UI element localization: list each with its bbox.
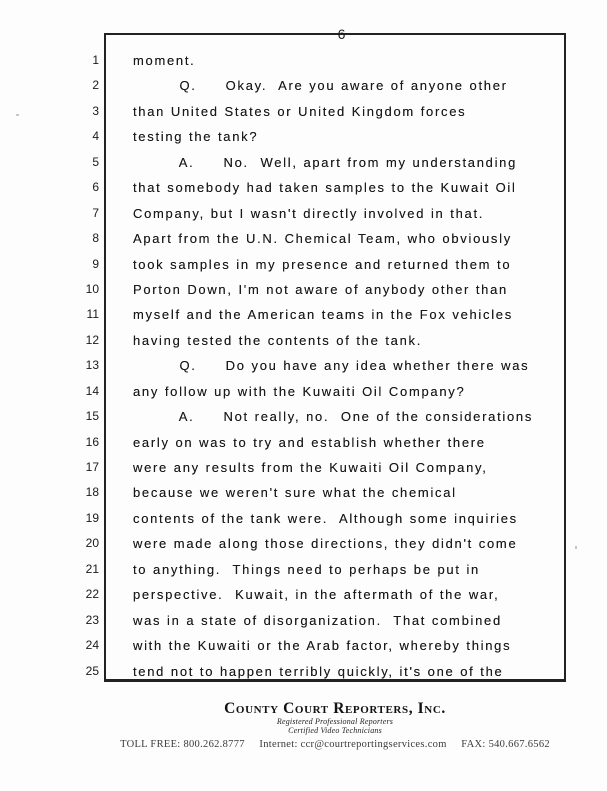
line-number: 21 bbox=[85, 561, 99, 576]
transcript-line bbox=[60, 99, 580, 124]
line-number: 24 bbox=[85, 638, 99, 653]
line-text: Porton Down, I'm not aware of anybody other than bbox=[133, 281, 508, 297]
transcript-line bbox=[60, 252, 580, 277]
line-number: 16 bbox=[85, 434, 99, 449]
line-text: took samples in my presence and returned them to bbox=[133, 256, 512, 272]
transcript-line bbox=[60, 506, 580, 531]
company-name: County Court Reporters, Inc. bbox=[224, 700, 446, 717]
transcript-line bbox=[60, 277, 580, 302]
transcript-line bbox=[60, 124, 580, 149]
line-text: A. No. Well, apart from my understanding bbox=[133, 154, 518, 170]
line-text: Q. Okay. Are you aware of anyone other bbox=[133, 78, 508, 94]
transcript-line bbox=[60, 150, 580, 175]
transcript-line bbox=[60, 531, 580, 556]
line-number: 4 bbox=[92, 129, 99, 144]
reporter-footer bbox=[95, 700, 575, 750]
line-number: 8 bbox=[92, 231, 99, 246]
transcript-line bbox=[60, 659, 580, 684]
line-text: early on was to try and establish whether there bbox=[133, 434, 486, 450]
transcript-line bbox=[60, 582, 580, 607]
transcript-line bbox=[60, 48, 580, 73]
line-text: that somebody had taken samples to the Kuwait Oil bbox=[133, 180, 517, 196]
line-number: 13 bbox=[85, 358, 99, 373]
line-text: perspective. Kuwait, in the aftermath of the war, bbox=[133, 587, 500, 603]
line-text: were made along those directions, they didn't come bbox=[133, 536, 518, 552]
line-number: 18 bbox=[85, 485, 99, 500]
line-text: than United States or United Kingdom forces bbox=[133, 103, 467, 119]
transcript-line bbox=[60, 302, 580, 327]
transcript-line bbox=[60, 328, 580, 353]
transcript-line bbox=[60, 608, 580, 633]
line-text: tend not to happen terribly quickly, it's one of the bbox=[133, 663, 504, 679]
transcript-line bbox=[60, 557, 580, 582]
line-text: were any results from the Kuwaiti Oil Company, bbox=[133, 460, 488, 475]
line-text: Q. Do you have any idea whether there was bbox=[133, 358, 530, 374]
transcript-line bbox=[60, 201, 580, 226]
scan-artifact bbox=[16, 114, 19, 116]
transcript-line bbox=[60, 455, 580, 480]
line-text: testing the tank? bbox=[133, 129, 259, 145]
contact-info-line: TOLL FREE: 800.262.8777 Internet: ccr@courtreportingservices.com FAX: 540.667.6562 bbox=[120, 739, 550, 750]
line-text: having tested the contents of the tank. bbox=[133, 332, 423, 348]
line-text: Apart from the U.N. Chemical Team, who obviously bbox=[133, 231, 512, 247]
line-number: 5 bbox=[92, 154, 99, 169]
transcript-lines bbox=[60, 48, 580, 684]
line-number: 2 bbox=[92, 78, 99, 93]
page-number: 6 bbox=[337, 26, 347, 42]
tagline-registered-reporters: Registered Professional Reporters bbox=[276, 717, 394, 726]
transcript-line bbox=[60, 73, 580, 98]
line-text: moment. bbox=[133, 53, 196, 68]
line-number: 15 bbox=[85, 409, 99, 424]
line-number: 25 bbox=[85, 663, 99, 678]
tagline-certified-technicians: Certified Video Technicians bbox=[288, 726, 382, 735]
line-number: 22 bbox=[85, 587, 99, 602]
line-number: 12 bbox=[85, 332, 99, 347]
line-text: was in a state of disorganization. That combined bbox=[133, 612, 502, 628]
line-number: 3 bbox=[92, 103, 99, 118]
line-text: myself and the American teams in the Fox vehicles bbox=[133, 307, 513, 323]
transcript-line bbox=[60, 480, 580, 505]
line-number: 10 bbox=[85, 281, 99, 296]
line-number: 23 bbox=[85, 612, 99, 627]
line-text: Company, but I wasn't directly involved in that. bbox=[133, 205, 485, 221]
line-number: 19 bbox=[85, 510, 99, 525]
line-number: 9 bbox=[92, 256, 99, 271]
line-number: 17 bbox=[85, 460, 99, 474]
line-text: because we weren't sure what the chemical bbox=[133, 485, 457, 501]
transcript-line bbox=[60, 175, 580, 200]
line-text: with the Kuwaiti or the Arab factor, whereby things bbox=[133, 638, 512, 654]
line-text: to anything. Things need to perhaps be put in bbox=[133, 561, 480, 577]
transcript-line bbox=[60, 379, 580, 404]
line-text: A. Not really, no. One of the considerations bbox=[133, 409, 534, 425]
line-number: 20 bbox=[85, 536, 99, 551]
transcript-line bbox=[60, 353, 580, 378]
transcript-line bbox=[60, 226, 580, 251]
line-text: contents of the tank were. Although some inquiries bbox=[133, 510, 518, 526]
transcript-line bbox=[60, 633, 580, 658]
line-number: 6 bbox=[92, 180, 99, 195]
line-number: 7 bbox=[92, 205, 99, 220]
transcript-line bbox=[60, 404, 580, 429]
transcript-line bbox=[60, 430, 580, 455]
line-text: any follow up with the Kuwaiti Oil Company? bbox=[133, 383, 466, 399]
line-number: 11 bbox=[86, 307, 99, 322]
line-number: 1 bbox=[92, 53, 99, 67]
line-number: 14 bbox=[85, 383, 99, 398]
